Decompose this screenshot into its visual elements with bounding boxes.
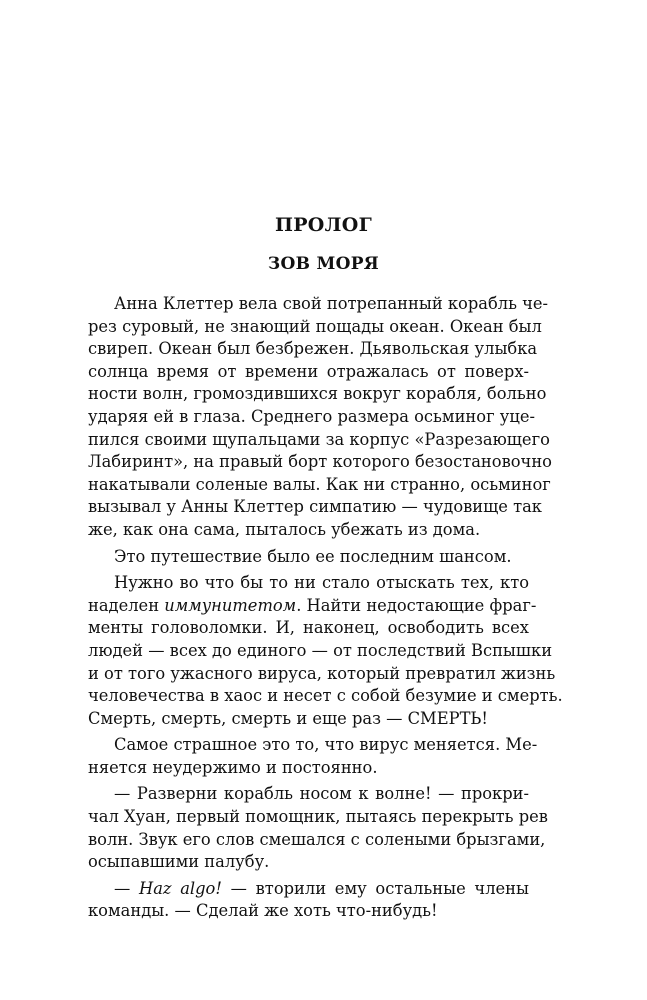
text-line: солнца время от времени отражалась от поверх- [88, 361, 529, 381]
text-line: Самое страшное это то, что вирус меняется. Ме- [114, 735, 538, 755]
text-line: свиреп. Океан был безбрежен. Дьявольская улыбка [88, 339, 538, 359]
paragraph [88, 293, 552, 542]
text-segment: — вторили ему остальные члены [221, 878, 529, 898]
text-line: Лабиринт», на правый борт которого безостановочно [88, 452, 552, 472]
text-segment: наделен [88, 595, 165, 615]
text-line: и от того ужасного вируса, который превратил жизнь [88, 663, 556, 683]
paragraph [88, 572, 563, 730]
text-line: Это путешествие было ее последним шансом. [114, 546, 512, 566]
text-line: человечества в хаос и несет с собой безумие и смерть. [88, 686, 563, 706]
paragraph [88, 783, 548, 873]
text-line: — Разверни корабль носом к волне! — прокри- [114, 784, 529, 804]
text-line: ударяя ей в глаза. Среднего размера осьминог уце- [88, 406, 535, 426]
text-line: рез суровый, не знающий пощады океан. Океан был [88, 316, 542, 336]
text-line-with-italic [88, 595, 537, 618]
text-line-with-italic [88, 878, 529, 901]
italic-foreign-phrase: Haz algo! [139, 878, 222, 898]
text-line: осыпавшими палубу. [88, 852, 270, 872]
text-line: волн. Звук его слов смешался с солеными брызгами, [88, 829, 546, 849]
paragraph [88, 546, 529, 569]
text-line: команды. — Сделай же хоть что-нибудь! [88, 901, 438, 921]
text-segment: . Найти недостающие фраг- [296, 595, 537, 615]
text-segment: — [114, 878, 140, 898]
text-line: людей — всех до единого — от последствий Вспышки [88, 640, 553, 660]
text-line: менты головоломки. И, наконец, освободить всех [88, 618, 529, 638]
text-line: ности волн, громоздившихся вокруг корабля, больно [88, 384, 547, 404]
paragraph [88, 878, 529, 923]
text-line: няется неудержимо и постоянно. [88, 757, 378, 777]
paragraph [88, 734, 538, 779]
text-line: Смерть, смерть, смерть и еще раз — СМЕРТЬ! [88, 708, 488, 728]
text-line: Нужно во что бы то ни стало отыскать тех, кто [114, 573, 529, 593]
text-line: пился своими щупальцами за корпус «Разрезающего [88, 429, 550, 449]
chapter-title: ПРОЛОГ [274, 214, 373, 236]
text-line: накатывали соленые валы. Как ни странно, осьминог [88, 474, 551, 494]
text-line: вызывал у Анны Клеттер симпатию — чудовище так [88, 497, 542, 517]
text-line: же, как она сама, пыталось убежать из дома. [88, 519, 481, 539]
chapter-subtitle: ЗОВ МОРЯ [267, 254, 380, 274]
text-line: Анна Клеттер вела свой потрепанный корабль че- [114, 294, 549, 313]
text-line: чал Хуан, первый помощник, пытаясь перекрыть рев [88, 807, 548, 827]
body-text [88, 293, 563, 927]
italic-term: иммунитетом [164, 595, 297, 615]
